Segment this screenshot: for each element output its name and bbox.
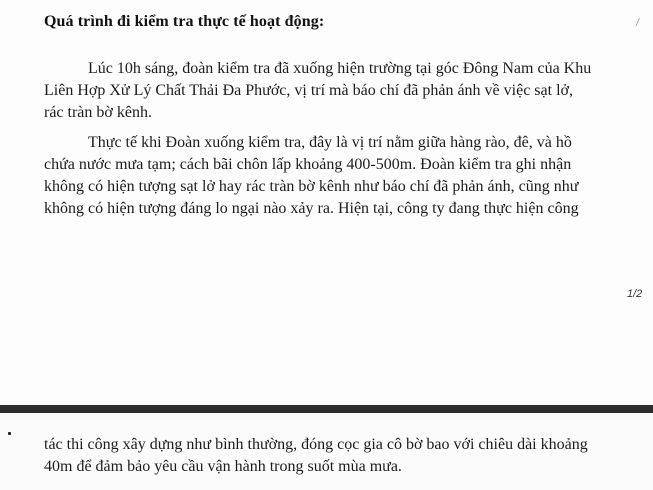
- scan-speck: [8, 432, 11, 435]
- text-line: không có hiện tượng đáng lo ngại nào xảy ra. Hiện tại, công ty đang thực hiện công: [44, 200, 579, 217]
- paragraph-2: [44, 132, 644, 220]
- text-line: Liên Hợp Xử Lý Chất Thải Đa Phước, vị trí mà báo chí đã phản ánh về việc sạt lở,: [44, 82, 573, 99]
- text-line: chứa nước mưa tạm; cách bãi chôn lấp khoảng 400-500m. Đoàn kiểm tra ghi nhận: [44, 156, 572, 173]
- text-line: rác tràn bờ kênh.: [44, 104, 152, 121]
- paragraph-1: [44, 58, 644, 124]
- text-line: tác thi công xây dựng như bình thường, đóng cọc gia cô bờ bao với chiêu dài khoảng: [44, 436, 588, 453]
- paragraph-3: [44, 434, 644, 478]
- page-number: 1/2: [627, 288, 643, 300]
- page-break-divider: [0, 405, 653, 413]
- text-line: Thực tế khi Đoàn xuống kiểm tra, đây là vị trí nằm giữa hàng rào, đê, và hồ: [88, 134, 572, 151]
- section-heading: Quá trình đi kiểm tra thực tế hoạt động:: [44, 13, 325, 30]
- text-line: không có hiện tượng sạt lở hay rác tràn bờ kênh như báo chí đã phản ánh, cũng như: [44, 178, 579, 195]
- text-line: 40m để đảm bảo yêu cầu vận hành trong suốt mùa mưa.: [44, 458, 402, 475]
- corner-mark: /: [634, 16, 641, 30]
- text-line: Lúc 10h sáng, đoàn kiểm tra đã xuống hiện trường tại góc Đông Nam của Khu: [88, 60, 592, 77]
